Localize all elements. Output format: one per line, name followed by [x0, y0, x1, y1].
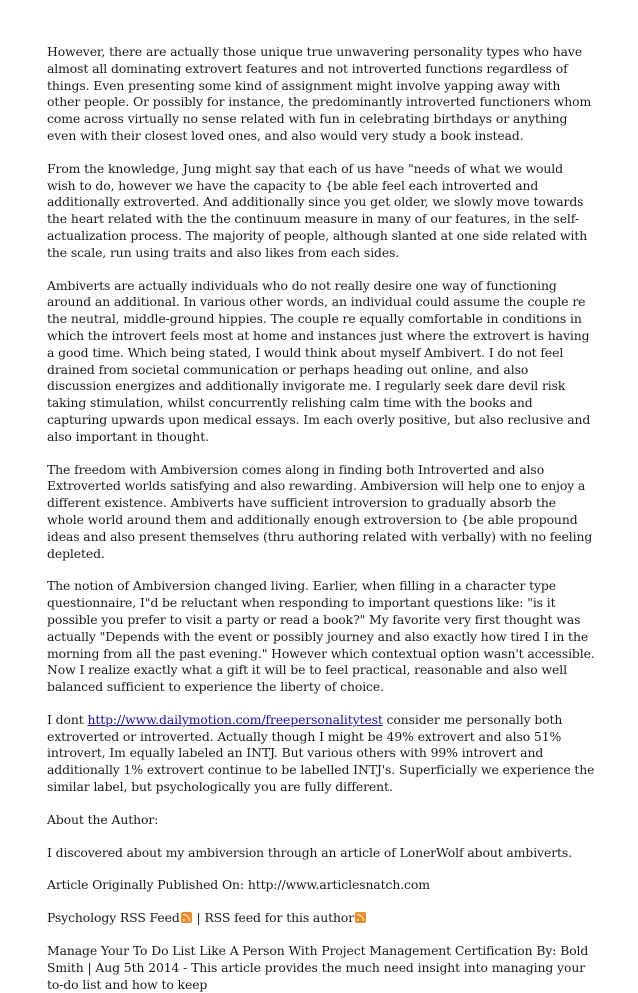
related-article: Manage Your To Do List Like A Person With Project Management Certification By: Bold Smith | Aug 5th 2014 - This article provides the much need insight into managing your to-do list and how to keep: [47, 943, 589, 992]
paragraph-3: Ambiverts are actually individuals who do not really desire one way of functioning around an additional. In various other words, an individual could assume the couple re the neutral, middle-ground hippies. The couple re equally comfortable in conditions in which the introvert feels most at home and instances just where the extrovert is having a good time. Which being stated, I would think about myself Ambivert. I do not feel drained from societal communication or perhaps heading out online, and also discussion energizes and additionally invigorate me. I regularly seek dare devil risk taking stimulation, whilst concurrently relishing calm time with the books and capturing upwards upon medical essays. Im each overly positive, but also reclusive and also important in thought.: [47, 277, 591, 444]
paragraph-6-rest: consider me personally both extroverted or introverted. Actually though I might be 49% extrovert and also 51% introvert, Im equally labeled an INTJ. But various others with 99% introvert and additionally 1% extrovert continue to be labelled INTJ's. Superficially we experience the similar label, but psychologically you are fully different.: [47, 711, 595, 795]
rss-feed-icon[interactable]: [355, 912, 366, 923]
about-author-heading: About the Author:: [47, 811, 159, 827]
paragraph-4: The freedom with Ambiversion comes along in finding both Introverted and also Extroverted worlds satisfying and also rewarding. Ambiversion will help one to enjoy a different existence. Ambiverts have sufficient introversion to gradually absorb the whole world around them and additionally enough extroversion to {be able propound ideas and also present themselves (thru authoring related with verbally) with no feeling depleted.: [47, 461, 593, 561]
paragraph-1: However, there are actually those unique true unwavering personality types who have almost all dominating extrovert features and not introverted functions regardless of things. Even presenting some kind of assignment might involve yapping away with other people. Or possibly for instance, the predominantly introverted functioners whom come across virtually no sense related with fun in celebrating birthdays or anything even with their closest loved ones, and also would very study a book instead.: [47, 44, 592, 143]
psychology-rss-feed-link[interactable]: Psychology RSS Feed: [47, 910, 180, 926]
paragraph-2: From the knowledge, Jung might say that each of us have "needs of what we would wish to do, however we have the capacity to {be able feel each introverted and additionally extroverted. And additionally since you get older, we slowly move towards the heart related with the the continuum measure in many of our features, in the self-actualization process. The majority of people, although slanted at one side related with the scale, run using traits and also likes from each sides.: [47, 160, 588, 260]
paragraph-5: The notion of Ambiversion changed living. Earlier, when filling in a character type questionnaire, I"d be reluctant when responding to important questions like: "is it possible you prefer to visit a party or read a book?" My favorite very first thought was actually "Depends with the event or possibly journey and also exactly how tired I in the morning from all the past evening." However which contextual option wasn't accessible. Now I realize exactly what a gift it will be to feel practical, reasonable and also well balanced sufficient to experience the liberty of choice.: [47, 578, 595, 695]
author-rss-feed-link[interactable]: | RSS feed for this author: [192, 910, 355, 926]
rss-feeds-line: [47, 910, 595, 927]
rss-feed-icon[interactable]: [181, 912, 192, 923]
paragraph-6-lead: I dont: [47, 711, 88, 727]
article-body: [47, 44, 595, 993]
personality-test-link[interactable]: http://www.dailymotion.com/freepersonalitytest: [87, 711, 383, 727]
paragraph-6: [47, 712, 595, 796]
about-author-text: I discovered about my ambiversion through an article of LonerWolf about ambiverts.: [47, 844, 572, 860]
published-on: Article Originally Published On: http://www.articlesnatch.com: [47, 877, 430, 893]
